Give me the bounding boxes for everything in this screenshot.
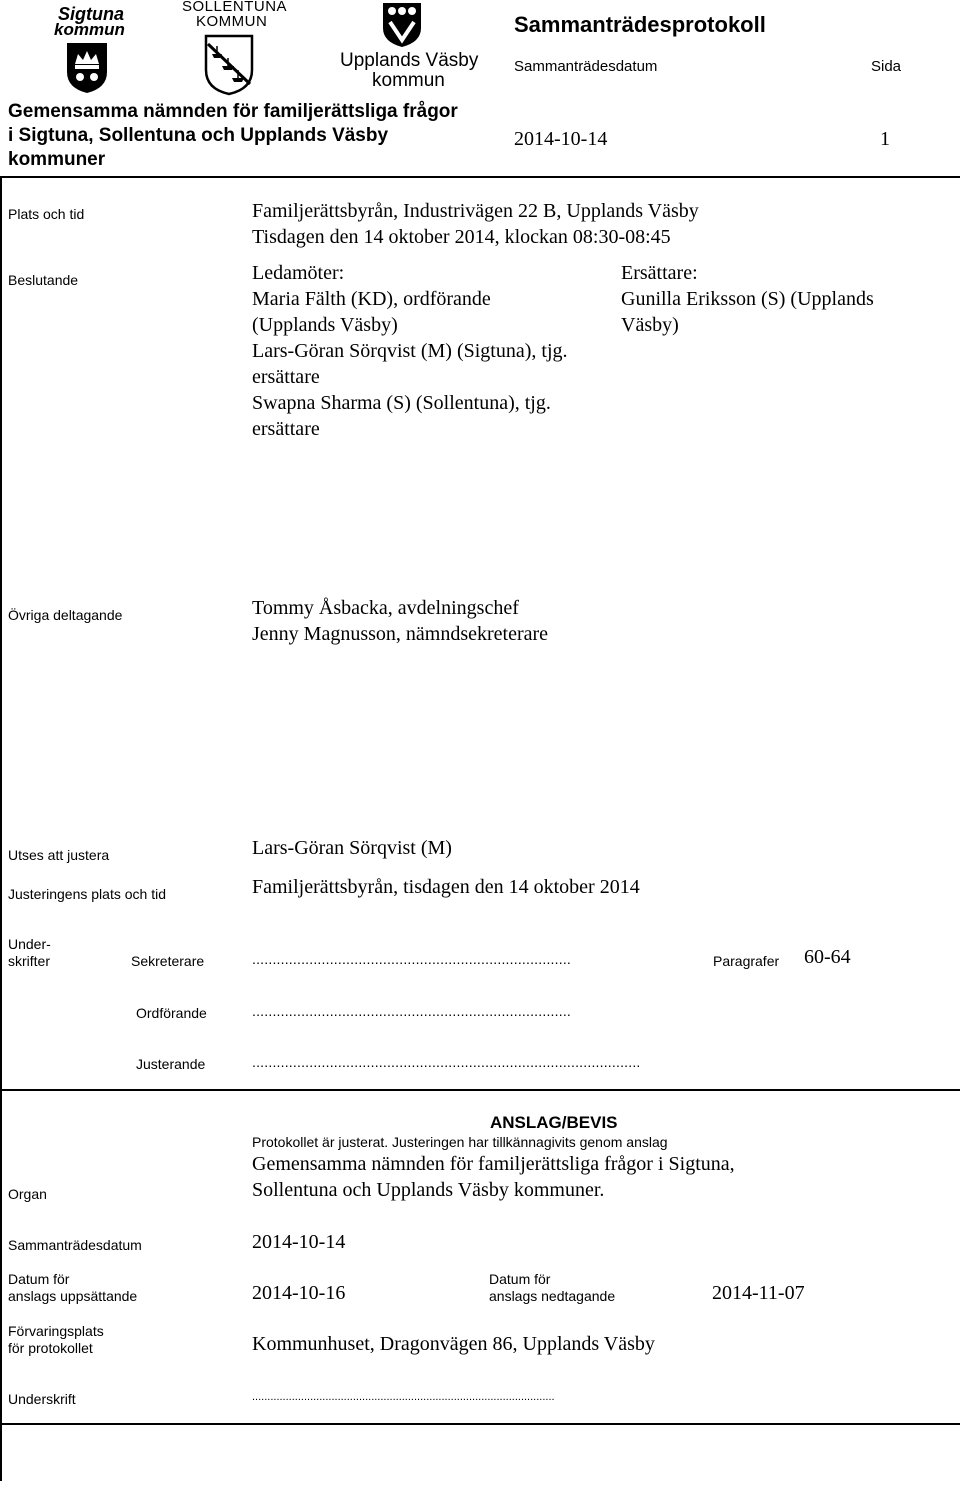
document-type: Sammanträdesprotokoll — [514, 12, 766, 37]
upplands-vasby-logo — [338, 0, 478, 100]
paragraphs-label: Paragrafer — [713, 953, 780, 969]
secretary-label: Sekreterare — [131, 953, 205, 969]
deciding-label: Beslutande — [8, 272, 79, 288]
sigtuna-crown-shield-icon — [66, 42, 108, 94]
member-line: ersättare — [252, 366, 320, 388]
posted-date-value: 2014-10-16 — [252, 1282, 346, 1304]
notice-signature-line: ................................................................................................... — [252, 1391, 555, 1403]
posted-date-label-line1: Datum för — [8, 1271, 70, 1287]
notice-signature-label: Underskrift — [8, 1391, 76, 1407]
sollentuna-logo-line1: SOLLENTUNA — [182, 0, 288, 15]
member-line: Maria Fälth (KD), ordförande — [252, 288, 491, 310]
organ-title-line2: i Sigtuna, Sollentuna och Upplands Väsby — [8, 125, 389, 146]
organ-label: Organ — [8, 1186, 47, 1202]
upplands-vasby-logo-line2: kommun — [372, 70, 445, 91]
removed-date-label-line1: Datum för — [489, 1271, 551, 1287]
left-margin-line — [0, 176, 2, 1481]
member-line: Swapna Sharma (S) (Sollentuna), tjg. — [252, 392, 551, 414]
place-line2: Tisdagen den 14 oktober 2014, klockan 08:30-08:45 — [252, 226, 671, 248]
bottom-divider — [0, 1423, 960, 1425]
adjuster-value: Lars-Göran Sörqvist (M) — [252, 837, 452, 859]
storage-label-line1: Förvaringsplats — [8, 1323, 104, 1339]
secretary-signature-line: .............................................................................. — [252, 951, 571, 967]
header-divider — [0, 176, 960, 178]
member-line: Lars-Göran Sörqvist (M) (Sigtuna), tjg. — [252, 340, 568, 362]
notice-meeting-date-value: 2014-10-14 — [252, 1231, 346, 1253]
organ-line2: Sollentuna och Upplands Väsby kommuner. — [252, 1179, 605, 1201]
header-date-value: 2014-10-14 — [514, 128, 608, 150]
header-page-value: 1 — [880, 128, 890, 150]
other-participant: Jenny Magnusson, nämndsekreterare — [252, 623, 549, 645]
signatures-label-line2: skrifter — [8, 953, 50, 969]
substitutes-heading: Ersättare: — [621, 262, 698, 284]
place-line1: Familjerättsbyrån, Industrivägen 22 B, Upplands Väsby — [252, 200, 699, 222]
adjuster-signature-line: ............................................................................................... — [252, 1054, 641, 1070]
adjustment-place-value: Familjerättsbyrån, tisdagen den 14 oktober 2014 — [252, 876, 640, 898]
chair-label: Ordförande — [136, 1005, 207, 1021]
sigtuna-logo-line1: Sigtuna — [58, 4, 124, 24]
removed-date-label-line2: anslags nedtagande — [489, 1288, 616, 1304]
member-line: (Upplands Väsby) — [252, 314, 398, 336]
storage-label-line2: för protokollet — [8, 1340, 93, 1356]
signatures-label-line1: Under- — [8, 936, 51, 952]
posted-date-label-line2: anslags uppsättande — [8, 1288, 138, 1304]
adjustment-place-label: Justeringens plats och tid — [8, 886, 166, 902]
notice-top-divider — [0, 1089, 960, 1091]
organ-title-line3: kommuner — [8, 149, 106, 170]
member-line: ersättare — [252, 418, 320, 440]
others-label: Övriga deltagande — [8, 607, 123, 623]
sigtuna-logo-line2: kommun — [54, 20, 125, 39]
notice-meeting-date-label: Sammanträdesdatum — [8, 1237, 142, 1253]
chair-signature-line: .............................................................................. — [252, 1003, 571, 1019]
adjuster-label: Utses att justera — [8, 847, 110, 863]
upplands-vasby-shield-icon — [382, 2, 422, 48]
upplands-vasby-logo-line1: Upplands Väsby — [340, 50, 479, 71]
removed-date-value: 2014-11-07 — [712, 1282, 805, 1304]
sollentuna-logo-line2: KOMMUN — [196, 13, 268, 30]
place-label: Plats och tid — [8, 206, 85, 222]
storage-value: Kommunhuset, Dragonvägen 86, Upplands Väsby — [252, 1333, 655, 1355]
signature-adjuster-label: Justerande — [136, 1056, 206, 1072]
substitute-line: Väsby) — [621, 314, 679, 336]
substitute-line: Gunilla Eriksson (S) (Upplands — [621, 288, 874, 310]
notice-statement: Protokollet är justerat. Justeringen har tillkännagivits genom anslag — [252, 1134, 668, 1150]
paragraphs-value: 60-64 — [804, 946, 851, 968]
sollentuna-logo — [178, 0, 288, 100]
header-page-label: Sida — [871, 58, 902, 75]
header-date-label: Sammanträdesdatum — [514, 58, 658, 75]
sigtuna-logo — [50, 4, 140, 96]
organ-line1: Gemensamma nämnden för familjerättsliga frågor i Sigtuna, — [252, 1153, 735, 1175]
notice-title: ANSLAG/BEVIS — [490, 1113, 618, 1132]
members-heading: Ledamöter: — [252, 262, 345, 284]
organ-title-line1: Gemensamma nämnden för familjerättsliga frågor — [8, 101, 458, 122]
sollentuna-ships-shield-icon — [204, 34, 254, 96]
other-participant: Tommy Åsbacka, avdelningschef — [252, 597, 519, 619]
